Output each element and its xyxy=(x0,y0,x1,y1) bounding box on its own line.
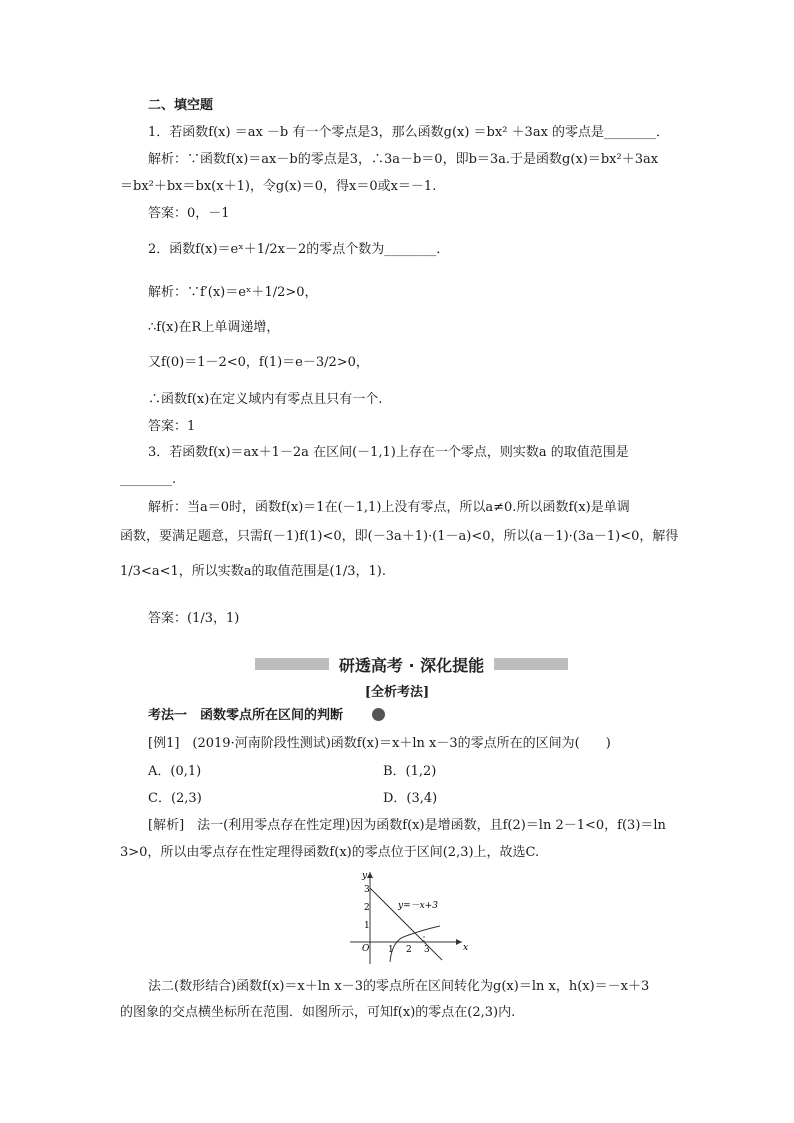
q1-solution-line1: 解析：∵函数f(x)＝ax－b的零点是3，∴3a－b＝0，即b＝3a.于是函数g(x)＝bx²＋3ax xyxy=(148,152,659,167)
q3-answer: 答案：(1/3，1) xyxy=(148,611,240,626)
method1-title: 考法一 函数零点所在区间的判断 xyxy=(148,708,344,723)
example-solution1-line1: [解析] 法一(利用零点存在性定理)因为函数f(x)是增函数，且f(2)＝ln 2－1<0，f(3)＝ln xyxy=(148,818,666,833)
origin-label: O xyxy=(362,944,370,954)
q1-solution-line2: ＝bx²＋bx＝bx(x＋1)，令g(x)＝0，得x＝0或x＝－1. xyxy=(120,179,437,194)
q2-solution-line1: 解析：∵f′(x)＝eˣ＋1/2>0， xyxy=(148,285,318,300)
q2-stem: 2．函数f(x)＝eˣ＋1/2x－2的零点个数为________． xyxy=(148,242,450,257)
q3-solution-line3: 1/3<a<1，所以实数a的取值范围是(1/3，1). xyxy=(120,564,386,579)
example-solution1-line2: 3>0，所以由零点存在性定理得函数f(x)的零点位于区间(2,3)上，故选C. xyxy=(120,845,540,860)
q2-solution-line2: ∴f(x)在R上单调递增， xyxy=(148,320,280,335)
q3-stem-line1: 3．若函数f(x)＝ax＋1－2a 在区间(－1,1)上存在一个零点，则实数a 的取值范围是 xyxy=(148,445,629,460)
curve-g xyxy=(390,926,440,962)
q2-answer: 答案：1 xyxy=(148,419,196,434)
section-title: 二、填空题 xyxy=(148,98,214,113)
x-tick-3: 3 xyxy=(424,945,430,955)
banner-right-bar xyxy=(494,658,568,670)
bullet-dot-icon xyxy=(372,708,385,721)
example-stem: [例1] (2019·河南阶段性测试)函数f(x)＝x＋ln x－3的零点所在的区间为( ) xyxy=(148,736,611,751)
option-d: D．(3,4) xyxy=(383,791,438,806)
y-axis-arrow-icon xyxy=(367,872,373,878)
q1-answer: 答案：0，－1 xyxy=(148,206,230,221)
x-tick-2: 2 xyxy=(406,945,412,955)
option-a: A．(0,1) xyxy=(148,764,202,779)
y-tick-2: 2 xyxy=(364,903,370,913)
line-label: y=－x+3 xyxy=(398,901,438,911)
option-c: C．(2,3) xyxy=(148,791,202,806)
q1-stem: 1．若函数f(x) ＝ax －b 有一个零点是3，那么函数g(x) ＝bx² ＋3ax 的零点是________． xyxy=(148,125,670,140)
function-graph xyxy=(340,868,470,968)
option-b: B．(1,2) xyxy=(383,764,437,779)
q3-solution-line1: 解析：当a＝0时，函数f(x)＝1在(－1,1)上没有零点，所以a≠0.所以函数f(x)是单调 xyxy=(148,500,630,515)
q2-solution-line3: 又f(0)＝1－2<0，f(1)＝e－3/2>0， xyxy=(148,355,369,370)
q2-solution-line4: ∴函数f(x)在定义域内有零点且只有一个. xyxy=(148,392,383,407)
x-tick-1: 1 xyxy=(388,945,394,955)
example-solution2-line1: 法二(数形结合)函数f(x)＝x＋ln x－3的零点所在区间转化为g(x)＝ln x，h(x)＝－x＋3 xyxy=(148,979,650,994)
subheading: [全析考法] xyxy=(364,685,430,700)
q3-solution-line2: 函数，要满足题意，只需f(－1)f(1)<0，即(－3a＋1)·(1－a)<0，所以(a－1)·(3a－1)<0，解得 xyxy=(120,529,679,544)
y-tick-1: 1 xyxy=(364,921,370,931)
banner-left-bar xyxy=(255,658,329,670)
example-solution2-line2: 的图象的交点横坐标所在范围．如图所示，可知f(x)的零点在(2,3)内. xyxy=(120,1005,516,1020)
y-axis-label: y xyxy=(362,871,368,881)
x-axis-label: x xyxy=(463,943,469,953)
x-axis-arrow-icon xyxy=(456,939,462,945)
section-banner xyxy=(255,652,568,676)
banner-title: 研透高考 · 深化提能 xyxy=(338,655,485,675)
q3-stem-line2: ________. xyxy=(120,472,177,487)
y-tick-3: 3 xyxy=(364,885,370,895)
